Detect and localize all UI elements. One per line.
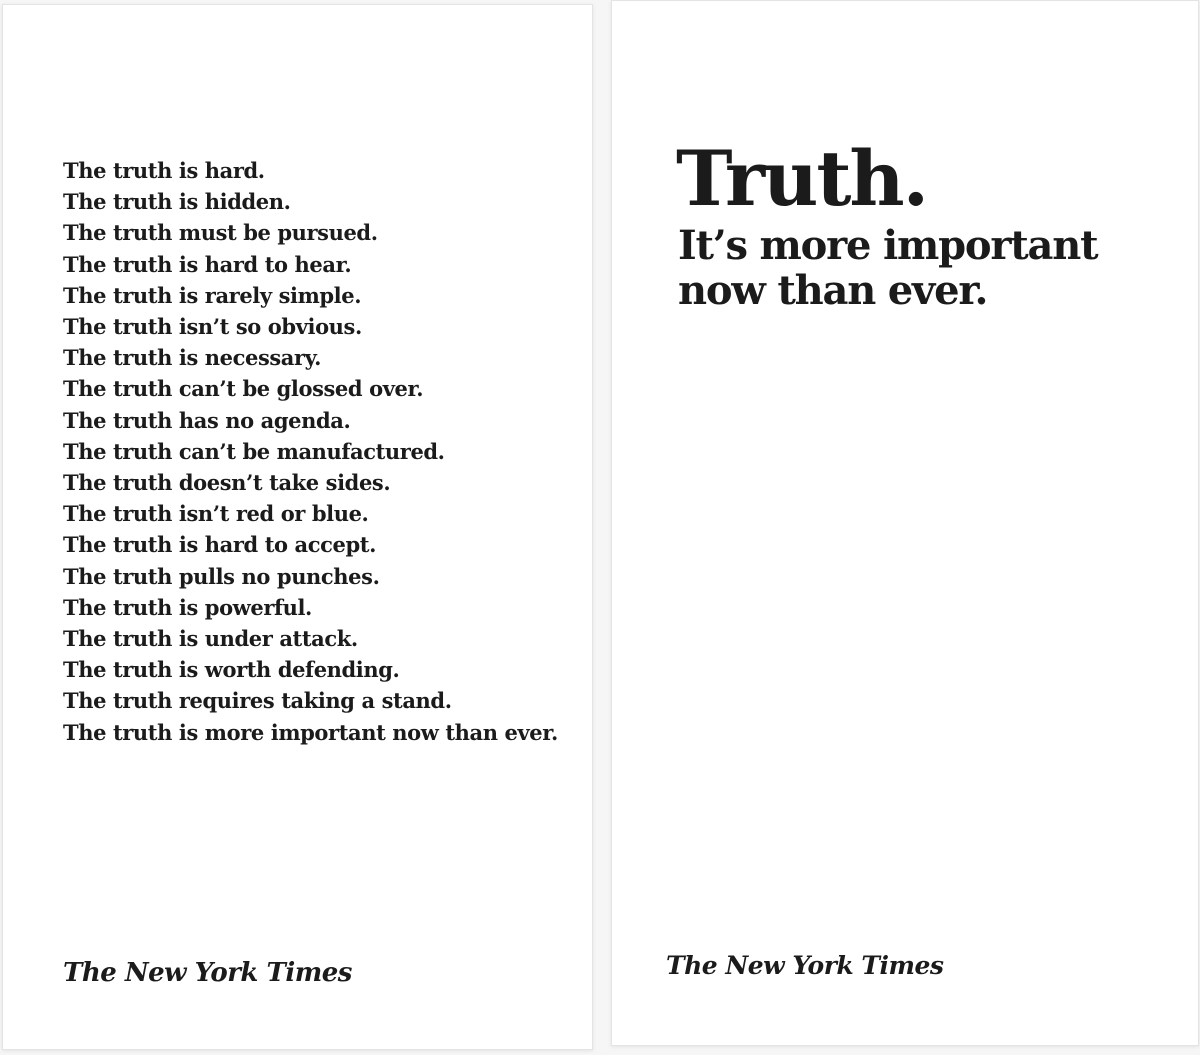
right-ad-panel bbox=[611, 0, 1199, 1046]
truth-statement: The truth is rarely simple. bbox=[63, 282, 362, 308]
truth-statement: The truth is more important now than ever. bbox=[63, 719, 558, 745]
truth-statement: The truth pulls no punches. bbox=[63, 563, 380, 589]
nyt-logo: The New York Times bbox=[63, 958, 352, 988]
truth-statement: The truth is worth defending. bbox=[63, 657, 400, 683]
truth-statements-list bbox=[63, 155, 563, 748]
subheadline bbox=[678, 223, 1097, 313]
headline: Truth. bbox=[676, 134, 928, 223]
truth-statement: The truth requires taking a stand. bbox=[63, 688, 452, 714]
truth-statement: The truth doesn’t take sides. bbox=[63, 470, 391, 496]
truth-statement: The truth is powerful. bbox=[63, 594, 312, 620]
truth-statement: The truth is hidden. bbox=[63, 189, 291, 215]
truth-statement: The truth is hard to hear. bbox=[63, 251, 352, 277]
truth-statement: The truth is hard. bbox=[63, 158, 265, 183]
nyt-logo: The New York Times bbox=[666, 951, 944, 980]
left-ad-panel bbox=[2, 4, 593, 1050]
truth-statement: The truth isn’t so obvious. bbox=[63, 314, 362, 340]
truth-statement: The truth can’t be glossed over. bbox=[63, 376, 424, 402]
truth-statement: The truth can’t be manufactured. bbox=[63, 438, 445, 464]
truth-statement: The truth is necessary. bbox=[63, 345, 321, 371]
truth-statement: The truth isn’t red or blue. bbox=[63, 501, 369, 527]
truth-statement: The truth is hard to accept. bbox=[63, 532, 376, 558]
truth-statement: The truth must be pursued. bbox=[63, 220, 378, 246]
truth-statement: The truth is under attack. bbox=[63, 626, 358, 652]
subheadline-line: It’s more important bbox=[678, 222, 1098, 269]
truth-statement: The truth has no agenda. bbox=[63, 407, 351, 433]
subheadline-line: now than ever. bbox=[678, 267, 988, 314]
